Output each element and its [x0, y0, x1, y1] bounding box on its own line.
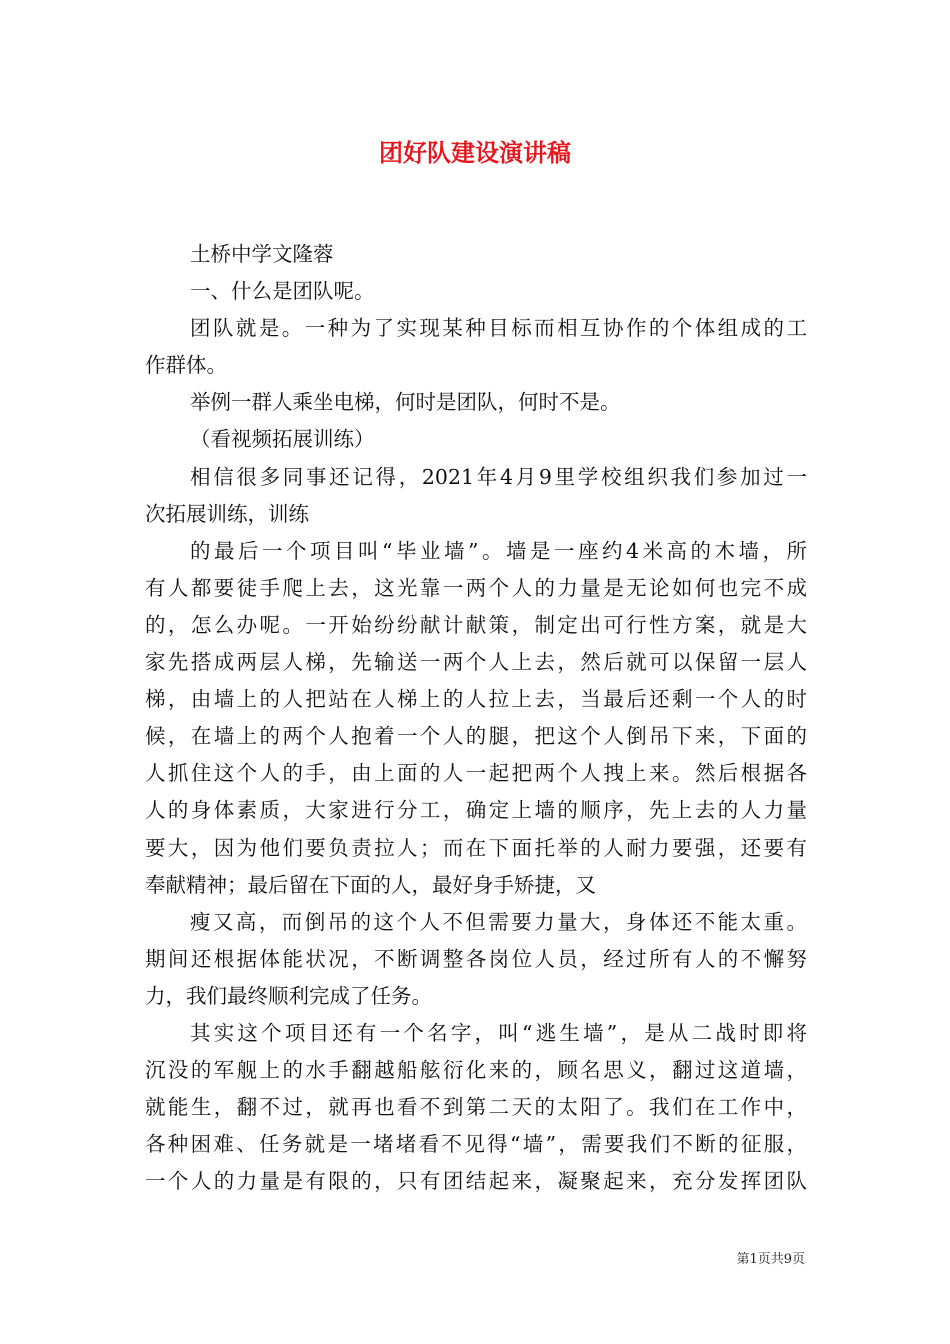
text-line: 有人都要徒手爬上去，这光靠一两个人的力量是无论如何也完不成 — [145, 575, 807, 600]
text-line: 举例一群人乘坐电梯，何时是团队，何时不是。 — [190, 390, 621, 415]
text-line: 一、什么是团队呢。 — [190, 279, 375, 304]
text-line: 各种困难、任务就是一堵堵看不见得“墙”，需要我们不断的征服， — [145, 1132, 807, 1157]
text-line: 就能生，翻不过，就再也看不到第二天的太阳了。我们在工作中， — [145, 1095, 807, 1120]
text-line: 作群体。 — [145, 353, 227, 378]
text-line: 沉没的军舰上的水手翻越船舷衍化来的，顾名思义，翻过这道墙， — [145, 1058, 807, 1083]
text-line: 家先搭成两层人梯，先输送一两个人上去，然后就可以保留一层人 — [145, 650, 807, 675]
text-line: 人的身体素质，大家进行分工，确定上墙的顺序，先上去的人力量 — [145, 798, 807, 823]
text-line: 的最后一个项目叫“毕业墙”。墙是一座约4米高的木墙，所 — [190, 538, 807, 563]
text-line: 要大，因为他们要负责拉人；而在下面托举的人耐力要强，还要有 — [145, 835, 807, 860]
text-line: 人抓住这个人的手，由上面的人一起把两个人拽上来。然后根据各 — [145, 761, 807, 786]
text-line: 其实这个项目还有一个名字，叫“逃生墙”，是从二战时即将 — [190, 1020, 807, 1045]
text-line: 相信很多同事还记得，2021年4月9里学校组织我们参加过一 — [190, 464, 807, 489]
text-line: 期间还根据体能状况，不断调整各岗位人员，经过所有人的不懈努 — [145, 946, 807, 971]
text-line: 团队就是。一种为了实现某种目标而相互协作的个体组成的工 — [190, 316, 807, 341]
text-line: 候，在墙上的两个人抱着一个人的腿，把这个人倒吊下来，下面的 — [145, 724, 807, 749]
text-line: 梯，由墙上的人把站在人梯上的人拉上去，当最后还剩一个人的时 — [145, 687, 807, 712]
text-line: 瘦又高，而倒吊的这个人不但需要力量大，身体还不能太重。 — [190, 909, 807, 934]
page-number: 第1页共9页 — [736, 1252, 805, 1267]
document-body — [145, 236, 807, 1200]
text-line: 次拓展训练，训练 — [145, 501, 309, 526]
text-line: 力，我们最终顺利完成了任务。 — [145, 983, 432, 1008]
text-line: 一个人的力量是有限的，只有团结起来，凝聚起来，充分发挥团队 — [145, 1169, 807, 1194]
text-line: （看视频拓展训练） — [190, 427, 375, 452]
text-line: 的，怎么办呢。一开始纷纷献计献策，制定出可行性方案，就是大 — [145, 612, 807, 637]
document-title: 团好队建设演讲稿 — [379, 139, 571, 167]
text-line: 土桥中学文隆蓉 — [190, 242, 334, 266]
text-line: 奉献精神；最后留在下面的人，最好身手矫捷，又 — [145, 872, 596, 897]
